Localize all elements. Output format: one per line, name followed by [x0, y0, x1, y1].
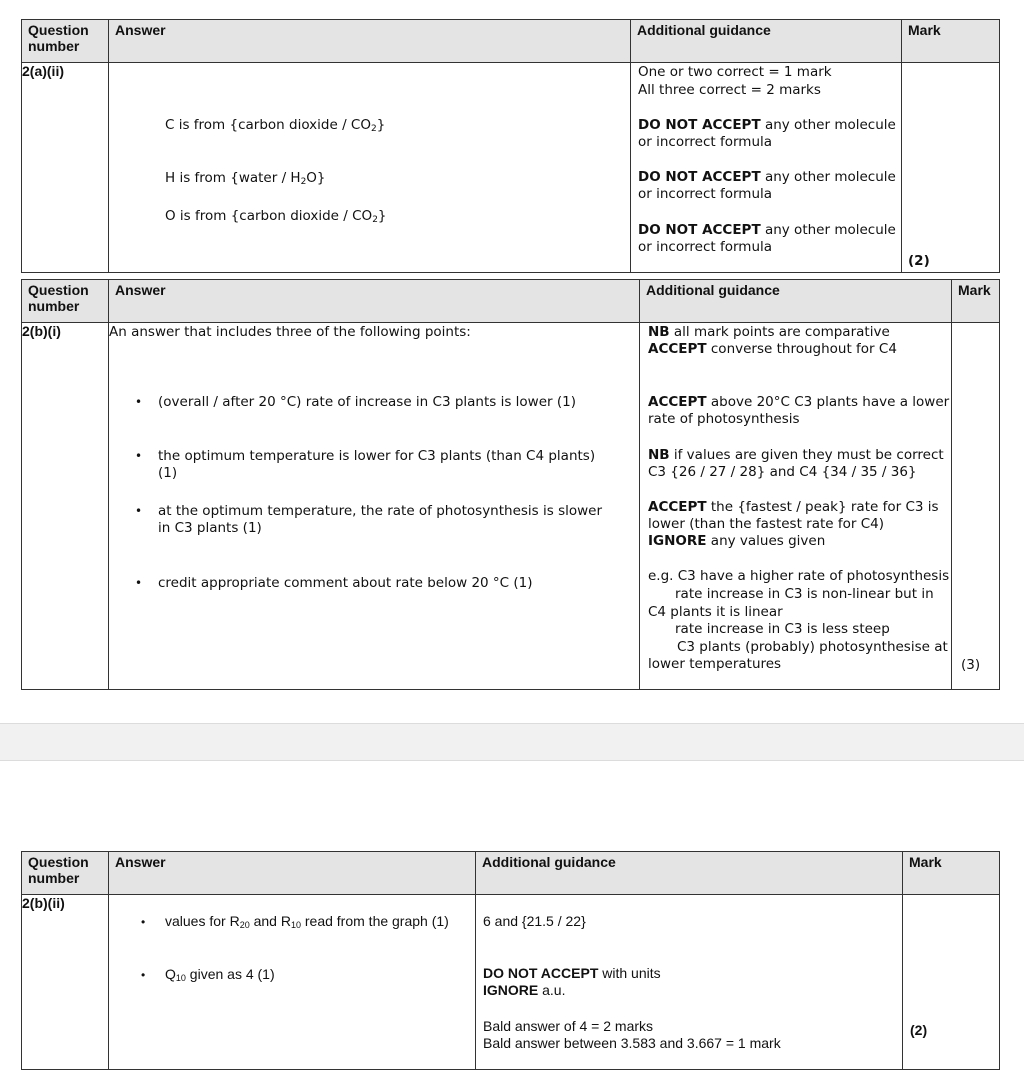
header-mark: Mark: [952, 280, 1000, 323]
guidance-example-2: rate increase in C3 is non-linear but in: [675, 586, 934, 602]
question-number: 2(a)(ii): [22, 63, 109, 273]
header-answer: Answer: [109, 852, 476, 895]
guidance-do-not-accept-3: DO NOT ACCEPT any other molecule or incorrect formula: [638, 222, 896, 255]
answer-carbon: C is from {carbon dioxide / $CO_2$}: [165, 117, 386, 134]
answer-cell: [109, 63, 631, 273]
guidance-cell: [640, 323, 952, 690]
header-additional-guidance: Additional guidance: [476, 852, 903, 895]
bullet-point-icon: •: [135, 449, 143, 463]
table-header-row: [22, 280, 1000, 323]
answer-intro: An answer that includes three of the following points:: [109, 324, 471, 340]
guidance-cell: [631, 63, 902, 273]
header-question-number: Question number: [22, 20, 109, 63]
guidance-example-1: e.g. C3 have a higher rate of photosynthesis: [648, 568, 950, 584]
bullet-point-icon: •: [135, 504, 143, 518]
guidance-example-3: C4 plants it is linear: [648, 604, 783, 620]
guidance-accept-fastest: ACCEPT the {fastest / peak} rate for C3 is lower (than the fastest rate for C4) IGNORE any values given: [648, 499, 939, 549]
mark-scheme-table-2a-ii: [21, 19, 1000, 273]
guidance-example-6: lower temperatures: [648, 656, 782, 672]
answer-point-3: at the optimum temperature, the rate of photosynthesis is slower in C3 plants (1): [158, 503, 603, 536]
table-row: [22, 895, 1000, 1070]
mark-value: (2): [908, 253, 930, 269]
mark-value: (3): [961, 657, 981, 673]
mark-cell: [902, 63, 1000, 273]
mark-cell: [952, 323, 1000, 690]
guidance-do-not-accept-1: DO NOT ACCEPT any other molecule or incorrect formula: [638, 117, 896, 150]
mark-value: (2): [910, 1022, 928, 1038]
guidance-one-or-two: One or two correct = 1 mark: [638, 64, 832, 80]
bullet-point-icon: •: [135, 576, 143, 590]
answer-point-1: (overall / after 20 °C) rate of increase in C3 plants is lower (1): [158, 394, 576, 410]
header-question-number: Question number: [22, 852, 109, 895]
answer-cell: [109, 895, 476, 1070]
header-mark: Mark: [903, 852, 1000, 895]
guidance-do-not-accept-units: DO NOT ACCEPT with units IGNORE a.u.: [483, 965, 661, 998]
answer-read-values: values for $R_{20}$ and $R_{10}$ read from the graph (1): [165, 913, 449, 930]
guidance-do-not-accept-2: DO NOT ACCEPT any other molecule or incorrect formula: [638, 169, 896, 202]
header-question-number: Question number: [22, 280, 109, 323]
guidance-example-4: rate increase in C3 is less steep: [675, 621, 890, 637]
header-additional-guidance: Additional guidance: [640, 280, 952, 323]
bullet-point-icon: •: [135, 395, 143, 409]
guidance-graph-values: 6 and {21.5 / 22}: [483, 913, 586, 929]
answer-hydrogen: H is from {water / $H_2O$}: [165, 170, 326, 187]
header-mark: Mark: [902, 20, 1000, 63]
header-additional-guidance: Additional guidance: [631, 20, 902, 63]
bullet-point-icon: •: [141, 915, 146, 929]
mark-scheme-table-2b-ii: [21, 851, 1000, 1070]
guidance-cell: [476, 895, 903, 1070]
bullet-point-icon: •: [141, 968, 146, 982]
guidance-accept-above-20: ACCEPT above 20°C C3 plants have a lower rate of photosynthesis: [648, 394, 950, 427]
guidance-example-5: C3 plants (probably) photosynthesise at: [677, 639, 948, 655]
question-number: 2(b)(i): [22, 323, 109, 690]
table-header-row: [22, 20, 1000, 63]
guidance-nb-comparative: NB all mark points are comparative ACCEPT converse throughout for C4: [648, 324, 897, 357]
mark-scheme-table-2b-i: [21, 279, 1000, 690]
table-row: [22, 63, 1000, 273]
answer-oxygen: O is from {carbon dioxide / $CO_2$}: [165, 208, 387, 225]
answer-point-4: credit appropriate comment about rate below 20 °C (1): [158, 575, 533, 591]
guidance-nb-values: NB if values are given they must be correct C3 {26 / 27 / 28} and C4 {34 / 35 / 36}: [648, 447, 944, 480]
answer-point-2: the optimum temperature is lower for C3 plants (than C4 plants) (1): [158, 448, 596, 481]
guidance-all-three: All three correct = 2 marks: [638, 82, 821, 98]
answer-cell: [109, 323, 640, 690]
header-answer: Answer: [109, 20, 631, 63]
header-answer: Answer: [109, 280, 640, 323]
answer-q10-value: $Q_{10}$ given as 4 (1): [165, 966, 275, 983]
mark-cell: [903, 895, 1000, 1070]
page-separator: [0, 723, 1024, 761]
question-number: 2(b)(ii): [22, 895, 109, 1070]
guidance-bald-answers: Bald answer of 4 = 2 marks Bald answer between 3.583 and 3.667 = 1 mark: [483, 1018, 781, 1051]
table-header-row: [22, 852, 1000, 895]
table-row: [22, 323, 1000, 690]
